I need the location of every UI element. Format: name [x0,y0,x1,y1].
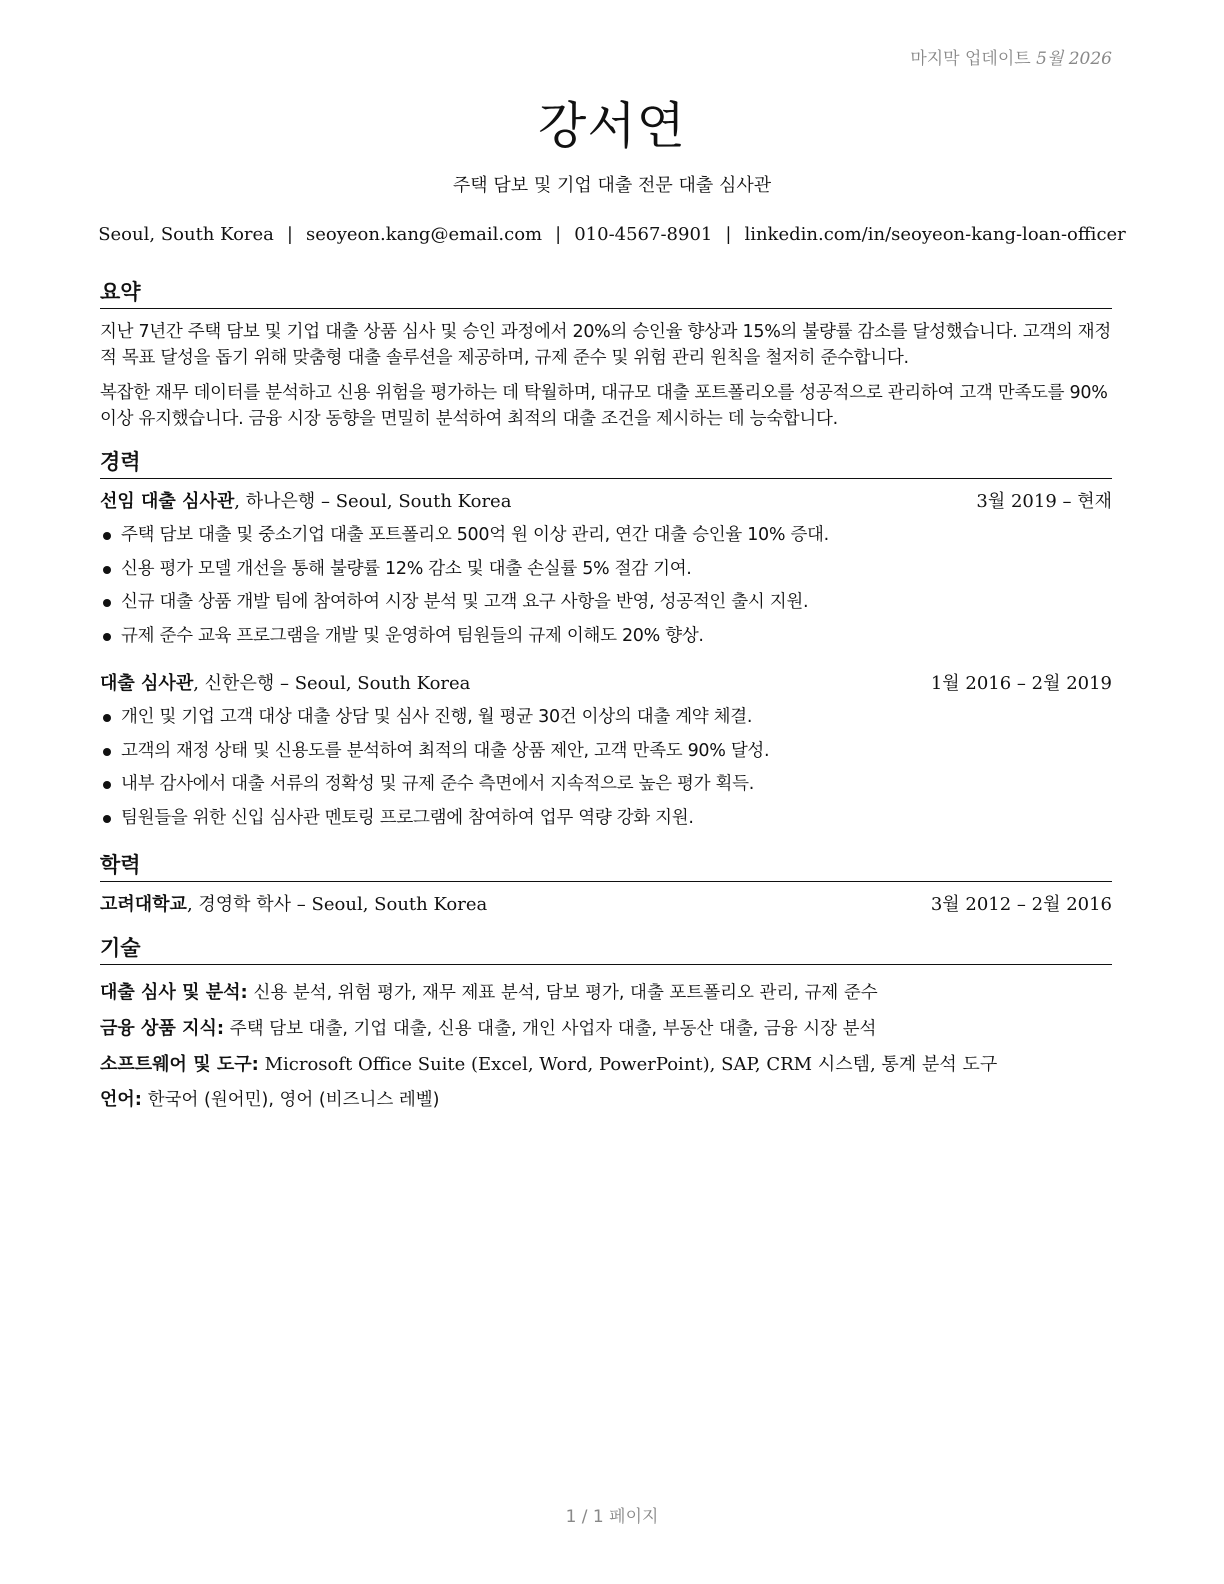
skill-row [100,1011,1112,1047]
education-entry [100,892,1112,918]
education-line: 고려대학교, 경영학 학사 – Seoul, South Korea [100,894,488,915]
job-bullet: 고객의 재정 상태 및 신용도를 분석하여 최적의 대출 상품 제안, 고객 만족도 90% 달성. [100,735,1112,769]
job-entry [100,489,1112,653]
skills-section [100,932,1112,1118]
last-updated [910,44,1112,69]
skill-value: Microsoft Office Suite (Excel, Word, PowerPoint), SAP, CRM 시스템, 통계 분석 도구 [264,1054,998,1075]
last-updated-date: 5월 2026 [1036,49,1112,69]
job-bullets [100,701,1112,835]
education-section [100,849,1112,918]
skill-label: 언어: [100,1089,142,1110]
skill-value: 주택 담보 대출, 기업 대출, 신용 대출, 개인 사업자 대출, 부동산 대출, 금융 시장 분석 [229,1019,877,1039]
candidate-name: 강서연 [538,97,686,155]
job-bullet: 팀원들을 위한 신입 심사관 멘토링 프로그램에 참여하여 업무 역량 강화 지원. [100,802,1112,836]
job-entry [100,671,1112,835]
job-title-line: 대출 심사관, 신한은행 – Seoul, South Korea [100,673,471,694]
section-title-experience: 경력 [100,446,1112,479]
job-title-line: 선임 대출 심사관, 하나은행 – Seoul, South Korea [100,491,512,512]
job-bullet: 내부 감사에서 대출 서류의 정확성 및 규제 준수 측면에서 지속적으로 높은 평가 획득. [100,768,1112,802]
job-bullets [100,519,1112,653]
job-bullet: 신규 대출 상품 개발 팀에 참여하여 시장 분석 및 고객 요구 사항을 반영, 성공적인 출시 지원. [100,586,1112,620]
skill-label: 금융 상품 지식: [100,1018,225,1039]
skill-row [100,1082,1112,1118]
job-dates: 3월 2019 – 현재 [976,491,1112,512]
section-title-skills: 기술 [100,932,1112,965]
job-company: 신한은행 [204,673,275,694]
summary-section [100,276,1112,432]
job-role: 대출 심사관 [100,673,194,694]
summary-paragraph: 지난 7년간 주택 담보 및 기업 대출 상품 심사 및 승인 과정에서 20%의 승인율 향상과 15%의 불량률 감소를 달성했습니다. 고객의 재정적 목표 달성을 돕기 위해 맞춤형 대출 솔루션을 제공하며, 규제 준수 및 위험 관리 원칙을 철저히 준수합니다. [100,322,1111,368]
job-location: Seoul, South Korea [294,673,471,694]
skill-value: 한국어 (원어민), 영어 (비즈니스 레벨) [147,1090,440,1110]
resume-content [100,276,1112,1132]
job-bullet: 주택 담보 대출 및 중소기업 대출 포트폴리오 500억 원 이상 관리, 연간 대출 승인율 10% 증대. [100,519,1112,553]
job-role: 선임 대출 심사관 [100,491,235,512]
contact-line [0,224,1224,245]
job-header [100,671,1112,697]
education-school: 고려대학교 [100,894,187,915]
skill-value: 신용 분석, 위험 평가, 재무 제표 분석, 담보 평가, 대출 포트폴리오 관리, 규제 준수 [253,983,878,1003]
job-bullet: 개인 및 기업 고객 대상 대출 상담 및 심사 진행, 월 평균 30건 이상의 대출 계약 체결. [100,701,1112,735]
education-location: Seoul, South Korea [311,894,488,915]
job-bullet: 규제 준수 교육 프로그램을 개발 및 운영하여 팀원들의 규제 이해도 20% 향상. [100,620,1112,654]
contact-separator: | [555,224,562,245]
summary-paragraph: 복잡한 재무 데이터를 분석하고 신용 위험을 평가하는 데 탁월하며, 대규모 대출 포트폴리오를 성공적으로 관리하여 고객 만족도를 90% 이상 유지했습니다. 금융 시장 동향을 면밀히 분석하여 최적의 대출 조건을 제시하는 데 능숙합니다. [100,383,1108,429]
job-dates: 1월 2016 – 2월 2019 [930,673,1112,694]
contact-separator: | [725,224,732,245]
skill-row [100,1047,1112,1082]
section-title-education: 학력 [100,849,1112,882]
candidate-headline: 주택 담보 및 기업 대출 전문 대출 심사관 [452,175,772,196]
skill-row [100,975,1112,1011]
job-bullet: 신용 평가 모델 개선을 통해 불량률 12% 감소 및 대출 손실률 5% 절감 기여. [100,553,1112,587]
page-number: 1 / 1 페이지 [565,1507,659,1527]
contact-email[interactable]: seoyeon.kang@email.com [306,224,543,245]
job-location: Seoul, South Korea [335,491,512,512]
section-title-summary: 요약 [100,276,1112,309]
education-degree: 경영학 학사 [198,894,292,915]
skill-label: 소프트웨어 및 도구: [100,1054,259,1075]
contact-linkedin[interactable]: linkedin.com/in/seoyeon-kang-loan-officer [744,224,1126,245]
experience-section [100,446,1112,835]
education-dates: 3월 2012 – 2월 2016 [930,894,1112,915]
job-company: 하나은행 [245,491,316,512]
contact-phone: 010-4567-8901 [574,224,713,245]
job-header [100,489,1112,515]
contact-location: Seoul, South Korea [98,224,274,245]
last-updated-label: 마지막 업데이트 [910,49,1031,69]
contact-separator: | [286,224,293,245]
skill-label: 대출 심사 및 분석: [100,982,248,1003]
